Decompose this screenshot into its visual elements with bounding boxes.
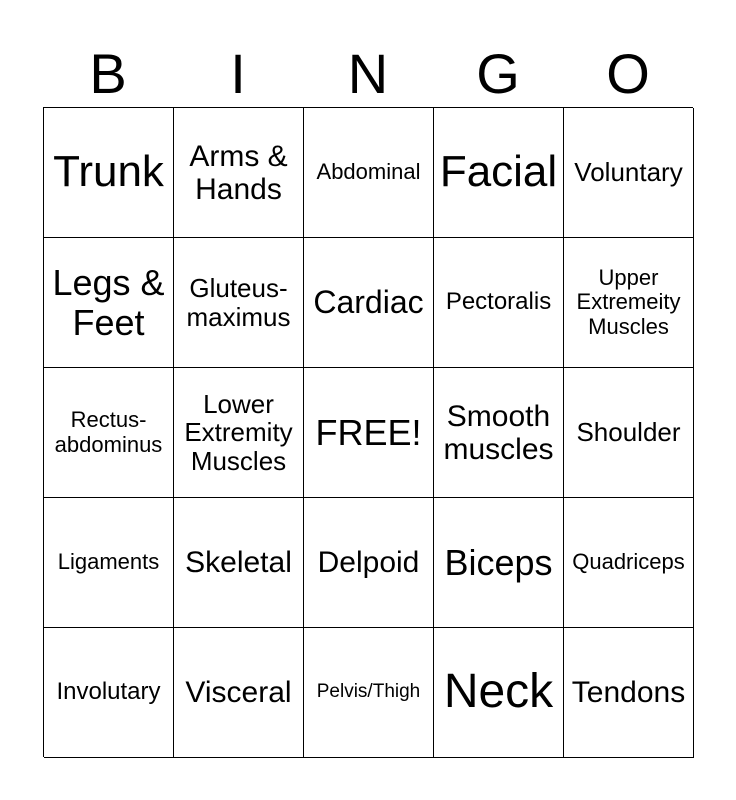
bingo-cell[interactable]: Involutary	[44, 628, 174, 758]
header-letter-i: I	[230, 42, 246, 105]
bingo-cell[interactable]: Upper Extremeity Muscles	[564, 238, 694, 368]
bingo-cell[interactable]: Shoulder	[564, 368, 694, 498]
bingo-cell[interactable]: Pelvis/Thigh	[304, 628, 434, 758]
bingo-cell[interactable]: Lower Extremity Muscles	[174, 368, 304, 498]
bingo-cell[interactable]: Biceps	[434, 498, 564, 628]
bingo-cell[interactable]: Delpoid	[304, 498, 434, 628]
bingo-cell[interactable]: Tendons	[564, 628, 694, 758]
header-letter-o: O	[606, 42, 650, 105]
bingo-cell[interactable]: Legs & Feet	[44, 238, 174, 368]
bingo-cell[interactable]: Arms & Hands	[174, 108, 304, 238]
bingo-cell[interactable]: Voluntary	[564, 108, 694, 238]
bingo-cell[interactable]: Abdominal	[304, 108, 434, 238]
bingo-cell[interactable]: Neck	[434, 628, 564, 758]
header-letter-g: G	[476, 42, 520, 105]
bingo-cell free-space[interactable]: FREE!	[304, 368, 434, 498]
bingo-cell[interactable]: Pectoralis	[434, 238, 564, 368]
bingo-cell[interactable]: Skeletal	[174, 498, 304, 628]
header-letter-n: N	[347, 42, 389, 105]
bingo-cell[interactable]: Visceral	[174, 628, 304, 758]
bingo-header	[43, 42, 693, 106]
bingo-cell[interactable]: Quadriceps	[564, 498, 694, 628]
bingo-cell[interactable]: Facial	[434, 108, 564, 238]
bingo-cell[interactable]: Cardiac	[304, 238, 434, 368]
bingo-cell[interactable]: Ligaments	[44, 498, 174, 628]
bingo-grid	[43, 107, 693, 757]
bingo-cell[interactable]: Rectus- abdominus	[44, 368, 174, 498]
bingo-cell[interactable]: Smooth muscles	[434, 368, 564, 498]
bingo-cell[interactable]: Gluteus- maximus	[174, 238, 304, 368]
bingo-cell[interactable]: Trunk	[44, 108, 174, 238]
header-letter-b: B	[89, 42, 127, 105]
